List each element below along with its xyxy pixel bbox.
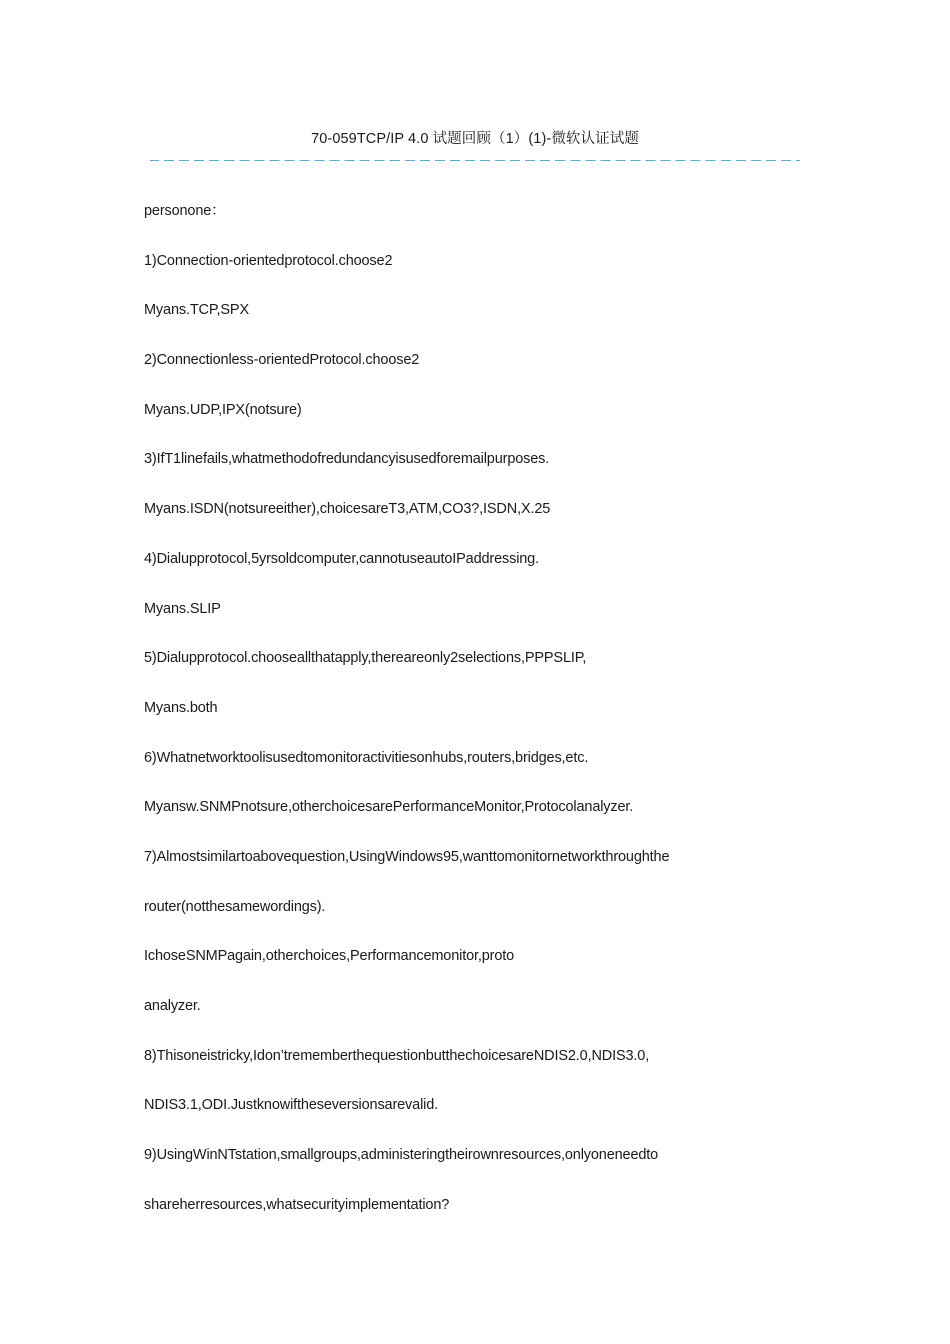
text-line: Myans.SLIP [144, 600, 221, 617]
text-line: Myans.both [144, 699, 218, 716]
text-line: 1)Connection-orientedprotocol.choose2 [144, 252, 393, 269]
text-line: 9)UsingWinNTstation,smallgroups,administeringtheirownresources,onlyoneneedto [144, 1147, 659, 1164]
title-dashed-rule [150, 160, 800, 161]
document-body [144, 201, 844, 1244]
text-line: analyzer. [144, 998, 201, 1014]
text-line: 2)Connectionless-orientedProtocol.choose2 [144, 352, 420, 369]
text-line: Myans.ISDN(notsureeither),choicesareT3,ATM,CO3?,ISDN,X.25 [144, 501, 551, 518]
text-line: 3)IfT1linefails,whatmethodofredundancyisusedforemailpurposes. [144, 451, 550, 468]
text-line: Myans.TCP,SPX [144, 302, 249, 319]
text-line: 7)Almostsimilartoabovequestion,UsingWindows95,wanttomonitornetworkthroughthe [144, 848, 670, 865]
text-line: IchoseSNMPagain,otherchoices,Performancemonitor,proto [144, 948, 515, 965]
text-line: 5)Dialupprotocol.chooseallthatapply,thereareonly2selections,PPPSLIP, [144, 650, 587, 667]
text-line: NDIS3.1,ODI.Justknowiftheseversionsarevalid. [144, 1097, 438, 1114]
document-title: 70-059TCP/IP 4.0 试题回顾（1）(1)-微软认证试题 [311, 131, 639, 147]
text-line: personone： [144, 203, 226, 219]
text-line: 4)Dialupprotocol,5yrsoldcomputer,cannotuseautoIPaddressing. [144, 550, 539, 567]
text-line: router(notthesamewordings). [144, 898, 326, 915]
text-line: Myans.UDP,IPX(notsure) [144, 401, 302, 418]
text-line: 6)Whatnetworktoolisusedtomonitoractivitiesonhubs,routers,bridges,etc. [144, 749, 589, 766]
text-line: shareherresources,whatsecurityimplementation? [144, 1196, 450, 1213]
text-line: Myansw.SNMPnotsure,otherchoicesarePerformanceMonitor,Protocolanalyzer. [144, 799, 634, 816]
text-line: 8)Thisoneistricky,Idon’trememberthequestionbutthechoicesareNDIS2.0,NDIS3.0, [144, 1047, 650, 1064]
